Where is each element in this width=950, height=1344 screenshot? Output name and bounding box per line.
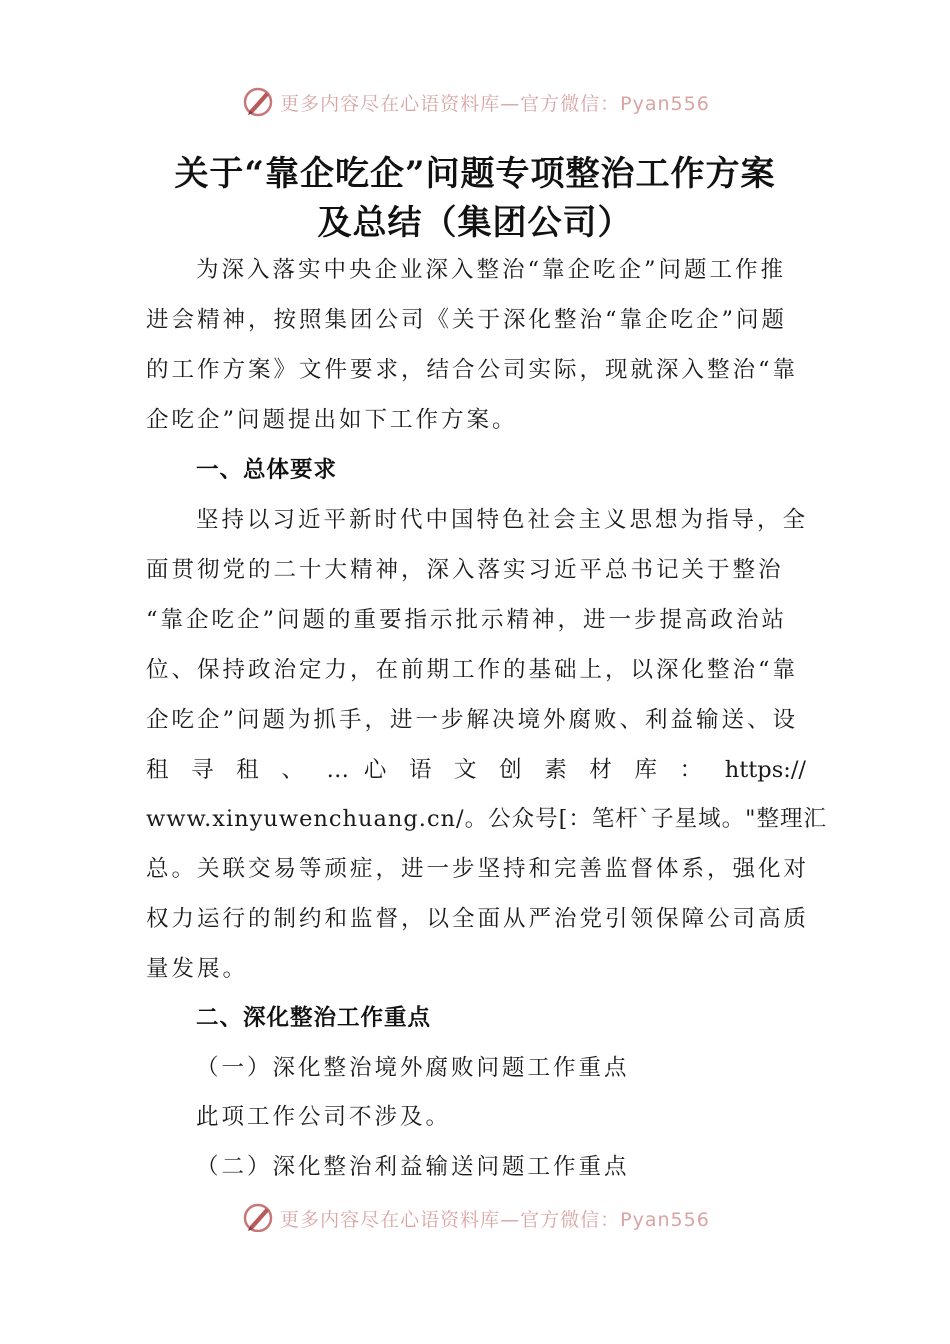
document-title-line-2: 及总结（集团公司） — [317, 203, 633, 243]
header-watermark — [0, 82, 950, 122]
subsection-heading: （一）深化整治境外腐败问题工作重点 — [196, 1055, 630, 1081]
section-heading-overall-requirements: 一、总体要求 — [196, 457, 338, 483]
body-line: 面贯彻党的二十大精神，深入落实习近平总书记关于整治 — [146, 557, 784, 583]
body-line: 量发展。 — [146, 956, 249, 982]
body-line: 此项工作公司不涉及。 — [196, 1104, 452, 1130]
intro-line: 的工作方案》文件要求，结合公司实际，现就深入整治“靠 — [146, 357, 799, 383]
body-line: 企吃企”问题为抓手，进一步解决境外腐败、利益输送、设 — [146, 707, 799, 733]
footer-watermark — [0, 1202, 950, 1232]
section-heading-key-points: 二、深化整治工作重点 — [196, 1005, 432, 1031]
document-title-line-1: 关于“靠企吃企”问题专项整治工作方案 — [174, 154, 776, 194]
intro-line: 进会精神，按照集团公司《关于深化整治“靠企吃企”问题 — [146, 307, 788, 333]
body-line: 总。关联交易等顽症，进一步坚持和完善监督体系，强化对 — [146, 856, 810, 882]
body-line: “靠企吃企”问题的重要指示批示精神，进一步提高政治站 — [146, 607, 788, 633]
body-line: 租 寻 租 、 … 心 语 文 创 素 材 库 ： https:// — [146, 757, 806, 783]
pen-logo-icon — [240, 84, 276, 120]
body-line: www.xinyuwenchuang.cn/。公众号[：笔杆`子星域。"整理汇 — [146, 806, 827, 832]
pen-logo-icon — [240, 1202, 276, 1232]
watermark-text: 更多内容尽在心语资料库—官方微信：Pyan556 — [280, 1208, 710, 1231]
body-line: 位、保持政治定力，在前期工作的基础上，以深化整治“靠 — [146, 657, 799, 683]
body-line: 权力运行的制约和监督，以全面从严治党引领保障公司高质 — [146, 906, 810, 932]
watermark-text: 更多内容尽在心语资料库—官方微信：Pyan556 — [280, 92, 710, 115]
intro-line: 企吃企”问题提出如下工作方案。 — [146, 407, 518, 433]
subsection-heading: （二）深化整治利益输送问题工作重点 — [196, 1154, 630, 1180]
intro-line: 为深入落实中央企业深入整治“靠企吃企”问题工作推 — [196, 257, 787, 283]
body-line: 坚持以习近平新时代中国特色社会主义思想为指导，全 — [196, 507, 809, 533]
